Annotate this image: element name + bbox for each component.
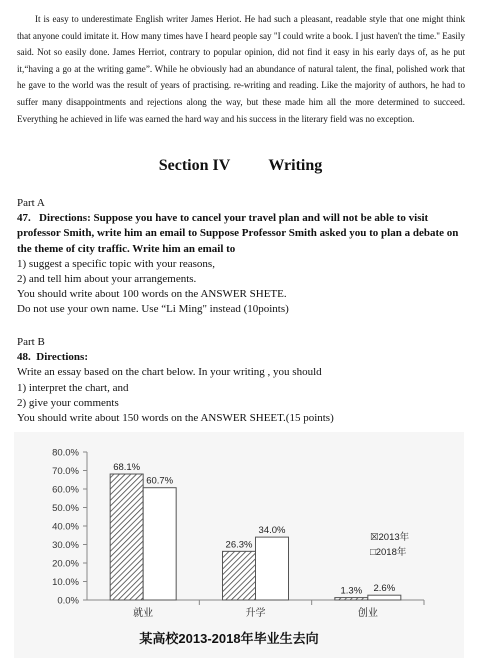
y-tick-label: 10.0% xyxy=(52,577,79,588)
y-tick-label: 70.0% xyxy=(52,466,79,477)
y-tick-label: 20.0% xyxy=(52,558,79,570)
data-label: 60.7% xyxy=(146,475,174,487)
bar-chart-svg xyxy=(14,432,464,658)
part-b-label: Part B xyxy=(17,336,45,348)
bar-2-1 xyxy=(368,595,401,600)
y-tick-label: 50.0% xyxy=(52,503,79,514)
part-b xyxy=(17,335,465,426)
section-label: Section IV xyxy=(158,157,231,174)
data-label: 26.3% xyxy=(225,539,253,551)
x-category-label: 升学 xyxy=(245,608,266,619)
instruction-line: You should write about 150 words on the ANSWER SHEET.(15 points) xyxy=(17,412,334,425)
bar-0-1 xyxy=(143,488,176,600)
part-a xyxy=(17,196,465,318)
directions-label: Directions: xyxy=(39,212,91,225)
directions-label: Directions: xyxy=(36,351,88,364)
y-tick-label: 40.0% xyxy=(52,521,79,533)
y-tick-label: 0.0% xyxy=(57,595,79,607)
y-tick-label: 80.0% xyxy=(52,447,79,459)
instruction-line: You should write about 100 words on the ANSWER SHETE. xyxy=(17,288,287,301)
x-category-label: 创业 xyxy=(357,608,378,619)
graduate-destination-chart xyxy=(14,432,464,658)
instruction-line: 2) and tell him about your arrangements. xyxy=(17,273,197,286)
data-label: 34.0% xyxy=(258,525,286,537)
legend-entry: ☒2013年 xyxy=(370,532,410,543)
y-tick-label: 30.0% xyxy=(52,540,79,551)
data-label: 1.3% xyxy=(340,585,363,597)
part-a-label: Part A xyxy=(17,197,45,209)
instruction-line: 1) suggest a specific topic with your reasons, xyxy=(17,257,215,270)
instruction-line: 1) interpret the chart, and xyxy=(17,381,129,394)
instruction-line: Do not use your own name. Use “Li Ming" instead (10points) xyxy=(17,303,289,316)
bar-1-1 xyxy=(256,537,289,600)
question-number: 48. xyxy=(17,351,31,364)
question-number: 47. xyxy=(17,212,31,225)
x-category-label: 就业 xyxy=(133,608,154,619)
chart-title: 某高校2013-2018年毕业生去向 xyxy=(139,631,319,646)
data-label: 68.1% xyxy=(113,462,141,474)
question-47-directions xyxy=(17,211,465,257)
section-heading xyxy=(0,157,481,175)
question-48-directions xyxy=(17,350,465,365)
y-tick-label: 60.0% xyxy=(52,484,79,496)
instruction-line: 2) give your comments xyxy=(17,396,119,409)
bar-2-0 xyxy=(335,598,368,600)
instruction-line: Write an essay based on the chart below. In your writing , you should xyxy=(17,366,322,379)
section-name: Writing xyxy=(268,157,323,174)
legend-entry: □2018年 xyxy=(370,547,407,558)
directions-text: Suppose you have to cancel your travel plan and will not be able to visit professor Smith, write him an email to Suppose Professor Smith asked you to plan a debate on the theme of city traffic. Write him an email to xyxy=(17,212,459,255)
bar-0-0 xyxy=(110,474,143,600)
bar-1-0 xyxy=(223,551,256,600)
reading-passage: It is easy to underestimate English writer James Heriot. He had such a pleasant, readable style that one might think that anyone could imitate it. How many times have I heard people say "I could write a book. I just haven't the time." Easily said. Not so easily done. James Herriot, contrary to popular opinion, did not find it easy in his early days of, as he put it,“having a go at the writing game”. While he obviously had an abundance of natural talent, the final, polished work that he gave to the world was the result of years of practising. re-writing and reading. Like the majority of authors, he had to suffer many disappointments and rejections along the way, but these made him all the more determined to succeed. Everything he achieved in life was earned the hard way and his success in the literary field was no exception. xyxy=(17,14,465,124)
data-label: 2.6% xyxy=(373,583,396,595)
